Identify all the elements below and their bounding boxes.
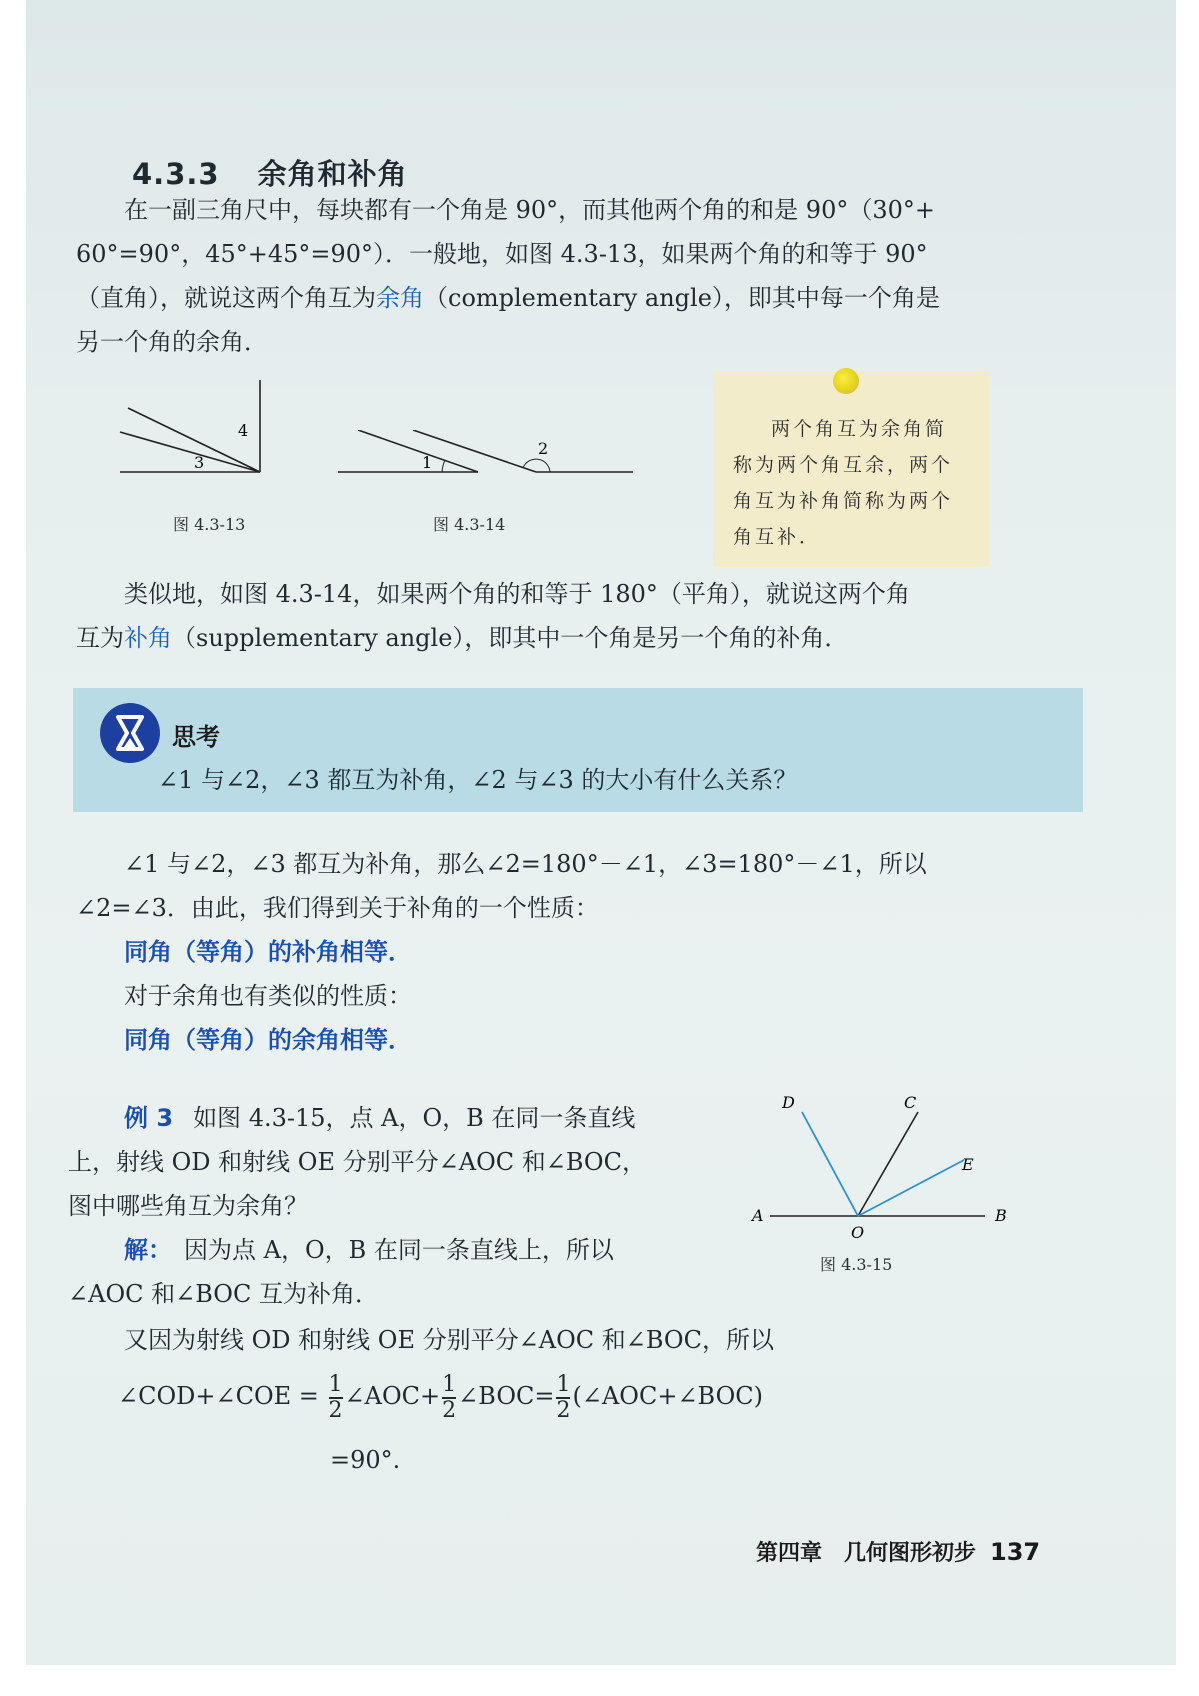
example-line-1-text: 如图 4.3-15，点 A，O，B 在同一条直线 [193,1104,636,1132]
hourglass-icon [100,703,160,763]
fig13-caption: 图 4.3-13 [173,515,246,534]
reasoning-line-1: ∠1 与∠2，∠3 都互为补角，那么∠2=180°－∠1，∠3=180°－∠1，所以 [124,850,927,878]
fig15-ray-OD [802,1112,858,1216]
side-note-line-1: 两个角互为余角简 [771,418,948,440]
fig15-point-D: D [782,1093,795,1112]
property-supplementary: 同角（等角）的补角相等． [124,938,412,966]
intro-line-3-post: （complementary angle），即其中每一个角是 [424,284,940,312]
reasoning-line-2: ∠2=∠3．由此，我们得到关于补角的一个性质： [76,894,599,922]
eq-term-2: ∠BOC= [458,1382,555,1410]
side-note [713,371,989,567]
fraction-half-1 [329,1373,343,1423]
intro-line-3 [76,276,940,320]
figure-4-3-13 [110,380,290,500]
chapter-title: 第四章 几何图形初步 [756,1541,977,1566]
lightbulb-icon [833,368,859,394]
example-line-3: 图中哪些角互为余角？ [68,1192,308,1220]
supp-line-2-post: （supplementary angle），即其中一个角是另一个角的补角． [172,624,849,652]
fig13-angle-4: 4 [238,421,249,440]
fraction-half-3 [556,1373,570,1423]
think-question: ∠1 与∠2，∠3 都互为补角，∠2 与∠3 的大小有什么关系？ [158,766,798,794]
fig14-angle-2: 2 [538,439,549,458]
reasoning-line-3: 对于余角也有类似的性质： [124,982,412,1010]
side-note-line-4: 角互补． [733,526,822,548]
side-note-text [733,411,973,555]
frac1-num: 1 [328,1371,343,1397]
fig14-arc-2 [523,459,550,472]
example-label: 例 3 [124,1104,174,1132]
solution-line-1-text: 因为点 A，O，B 在同一条直线上，所以 [184,1236,614,1264]
supp-line-1: 类似地，如图 4.3-14，如果两个角的和等于 180°（平角），就说这两个角 [124,580,910,608]
section-number: 4.3.3 [132,157,220,191]
page-number: 137 [990,1538,1041,1566]
think-label: 思考 [172,723,220,751]
eq-term-1: ∠AOC+ [344,1382,441,1410]
hourglass-icon-svg [100,703,160,763]
fraction-half-2 [442,1373,456,1423]
intro-line-3-pre: （直角），就说这两个角互为 [76,284,376,312]
eq-result: =90°. [330,1446,401,1474]
frac3-den: 2 [556,1397,571,1423]
example-line-1 [124,1096,635,1140]
fig15-point-C: C [904,1093,917,1112]
solution-line-2: ∠AOC 和∠BOC 互为补角． [68,1280,379,1308]
fig14-caption: 图 4.3-14 [433,515,506,534]
property-complementary: 同角（等角）的余角相等． [124,1026,412,1054]
supp-line-2-pre: 互为 [76,624,124,652]
frac2-den: 2 [442,1397,457,1423]
intro-line-2: 60°=90°，45°+45°=90°）．一般地，如图 4.3-13，如果两个角的和等于 90° [76,240,928,268]
eq-term-3: (∠AOC+∠BOC) [572,1382,764,1410]
frac1-den: 2 [328,1397,343,1423]
example-line-2: 上，射线 OD 和射线 OE 分别平分∠AOC 和∠BOC， [68,1148,646,1176]
fig15-point-B: B [995,1206,1007,1225]
supp-line-2 [76,616,848,660]
fig13-angle-3: 3 [194,453,205,472]
intro-line-4: 另一个角的余角． [76,328,268,356]
frac2-num: 1 [442,1371,457,1397]
side-note-line-2: 称为两个角互余，两个 [733,454,954,476]
figure-4-3-14 [338,430,638,500]
frac3-num: 1 [556,1371,571,1397]
solution-line-3: 又因为射线 OD 和射线 OE 分别平分∠AOC 和∠BOC，所以 [124,1326,774,1354]
fig14-left-ray [358,430,478,472]
solution-label: 解： [124,1236,172,1264]
intro-line-1: 在一副三角尺中，每块都有一个角是 90°，而其他两个角的和是 90°（30°+ [124,196,935,224]
solution-line-1 [124,1228,614,1272]
equation [118,1364,763,1428]
side-note-line-3: 角互为补角简称为两个 [733,490,954,512]
fig15-point-E: E [962,1155,974,1174]
section-heading: 余角和补角 [257,157,408,191]
term-complementary: 余角 [376,284,424,312]
page-footer [756,1536,1040,1567]
term-supplementary: 补角 [124,624,172,652]
fig15-point-A: A [752,1206,764,1225]
fig15-point-O: O [851,1223,865,1242]
eq-lhs: ∠COD+∠COE = [118,1382,319,1410]
fig14-arc-1 [442,460,445,472]
fig14-angle-1: 1 [422,453,433,472]
fig15-caption: 图 4.3-15 [820,1255,893,1274]
section-title [132,152,408,193]
